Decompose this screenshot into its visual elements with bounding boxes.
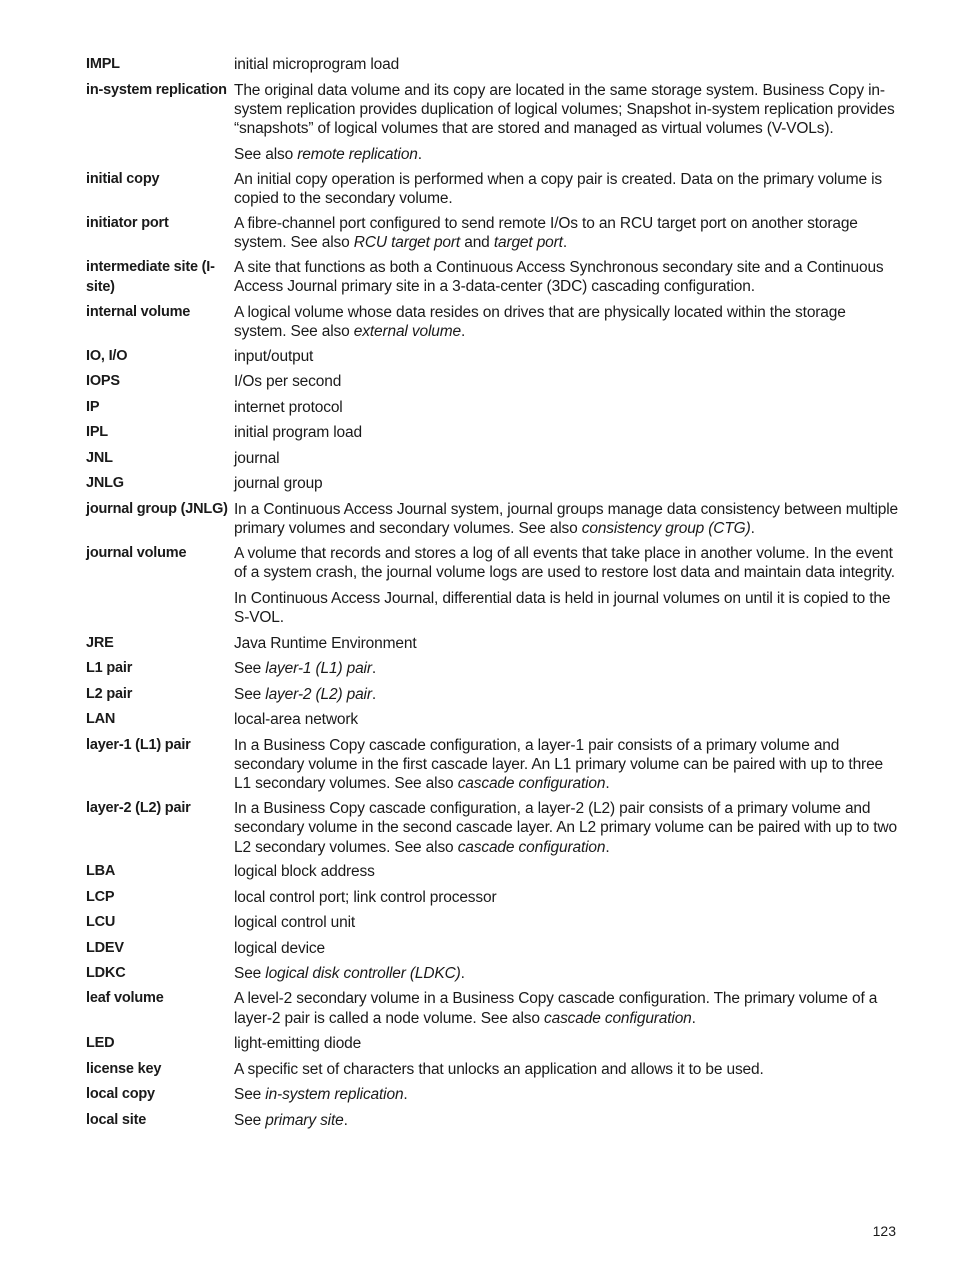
definition-text: An initial copy operation is performed when a copy pair is created. Data on the primary volume is copied to the secondary volume. [234, 170, 882, 208]
definition-text: local-area network [234, 711, 358, 729]
glossary-entry [86, 474, 898, 494]
glossary-term: local site [86, 1111, 147, 1128]
definition-paragraph [234, 799, 898, 857]
glossary-definition [234, 303, 898, 342]
definition-text: See [234, 660, 266, 678]
definition-text: initial program load [234, 424, 362, 442]
definition-text: In a Continuous Access Journal system, journal groups manage data consistency between multiple primary volumes and secondary volumes. See also [234, 500, 898, 537]
glossary-term: LED [86, 1035, 115, 1051]
glossary-entry [86, 398, 898, 418]
glossary-definition [234, 1034, 898, 1053]
glossary-definition [234, 214, 898, 253]
cross-reference: consistency group (CTG) [581, 519, 751, 537]
definition-paragraph [234, 1060, 898, 1079]
glossary-entry [86, 81, 898, 165]
glossary-term: in-system replication [86, 81, 227, 98]
definition-paragraph [234, 303, 898, 342]
definition-paragraph [234, 474, 898, 493]
glossary-definition [234, 398, 898, 417]
definition-paragraph [234, 449, 898, 468]
glossary-term: journal group (JNLG) [86, 500, 228, 517]
definition-text: See [234, 1111, 266, 1129]
definition-text: . [417, 146, 422, 164]
glossary-definition [234, 1111, 898, 1130]
glossary-term: internal volume [86, 303, 191, 320]
glossary-definition [234, 347, 898, 366]
definition-text: logical device [234, 939, 325, 957]
glossary-term: JNLG [86, 475, 124, 492]
glossary-entry [86, 1060, 898, 1080]
glossary-definition [234, 1060, 898, 1079]
glossary-term: L1 pair [86, 660, 133, 677]
glossary-term: initiator port [86, 214, 169, 231]
definition-text: . [371, 685, 377, 703]
glossary-term: layer-1 (L1) pair [86, 736, 191, 753]
definition-paragraph [234, 736, 898, 794]
definition-text: logical control unit [234, 914, 356, 932]
definition-text: logical block address [234, 863, 375, 881]
definition-text: . [562, 234, 567, 252]
glossary-entry [86, 423, 898, 443]
definition-paragraph [234, 55, 898, 74]
glossary-entry [86, 989, 898, 1028]
definition-text: A level-2 secondary volume in a Business Copy cascade configuration. The primary volume of a layer-2 pair is called a node volume. See also [234, 990, 878, 1027]
glossary-definition [234, 544, 898, 628]
definition-text: initial microprogram load [234, 56, 400, 73]
definition-text: In Continuous Access Journal, differential data is held in journal volumes on until it is copied to the S-VOL. [234, 589, 891, 627]
definition-paragraph [234, 964, 898, 983]
definition-paragraph [234, 214, 898, 253]
glossary-term: LCP [86, 888, 115, 905]
definition-text: and [460, 234, 494, 252]
cross-reference: remote replication [297, 146, 418, 164]
definition-text: . [605, 838, 610, 856]
glossary-definition [234, 862, 898, 881]
definition-text: journal group [234, 475, 323, 493]
glossary-entry [86, 372, 898, 392]
definition-paragraph [234, 989, 898, 1028]
cross-reference: logical disk controller (LDKC) [265, 965, 461, 983]
glossary-definition [234, 736, 898, 794]
definition-paragraph [234, 81, 898, 139]
definition-text: A volume that records and stores a log of all events that take place in another volume. In the event of a system crash, the journal volume logs are used to restore lost data and maintain data integrity. [234, 544, 895, 582]
definition-text: . [343, 1111, 348, 1129]
glossary-entry [86, 685, 898, 705]
glossary-term: leaf volume [86, 990, 164, 1007]
definition-text: A specific set of characters that unlocks an application and allows it to be used. [234, 1060, 764, 1078]
definition-paragraph [234, 347, 898, 366]
page-number: 123 [872, 1223, 896, 1239]
glossary-definition [234, 964, 898, 983]
definition-paragraph [234, 659, 898, 678]
definition-paragraph [234, 939, 898, 958]
definition-text: . [403, 1086, 408, 1103]
definition-text: . [371, 660, 377, 678]
glossary-definition [234, 449, 898, 468]
glossary-entry [86, 659, 898, 679]
definition-text: See [234, 685, 266, 703]
glossary-term: local copy [86, 1086, 155, 1102]
cross-reference: layer-1 (L1) pair [265, 660, 372, 678]
glossary-term: layer-2 (L2) pair [86, 800, 191, 817]
cross-reference: layer-2 (L2) pair [265, 685, 372, 703]
definition-text: I/Os per second [234, 373, 342, 391]
definition-text: Java Runtime Environment [234, 634, 417, 652]
glossary-term: IPL [86, 424, 108, 441]
glossary-definition [234, 55, 898, 74]
definition-paragraph [234, 145, 898, 164]
glossary-definition [234, 799, 898, 857]
cross-reference: primary site [265, 1111, 344, 1129]
glossary-definition [234, 474, 898, 493]
definition-text: The original data volume and its copy are located in the same storage system. Business Copy in-system replication provides duplication of logical volumes; Snapshot in-system replication provides “snapshots” of logical volumes that are stored and managed as virtual volumes (V-VOLs). [234, 81, 895, 138]
cross-reference: cascade configuration [457, 775, 606, 793]
glossary-definition [234, 888, 898, 907]
definition-paragraph [234, 1111, 898, 1130]
definition-text: . [460, 322, 466, 340]
cross-reference: cascade configuration [544, 1009, 692, 1027]
cross-reference: target port [493, 234, 563, 252]
glossary-definition [234, 423, 898, 442]
definition-text: light-emitting diode [234, 1035, 362, 1052]
glossary-term: JNL [86, 449, 113, 466]
definition-text: In a Business Copy cascade configuration, a layer-2 (L2) pair consists of a primary volume and secondary volume in the second cascade layer. An L2 primary volume can be paired with up to two L2 secondary volumes. See also [234, 800, 897, 856]
glossary-entry [86, 258, 898, 297]
definition-paragraph [234, 685, 898, 704]
glossary-definition [234, 710, 898, 729]
glossary-definition [234, 939, 898, 958]
definition-paragraph [234, 544, 898, 583]
glossary-entry [86, 55, 898, 75]
glossary-term: intermediate site (I-site) [86, 259, 215, 295]
glossary-term: IO, I/O [86, 347, 128, 364]
definition-text: . [605, 775, 610, 793]
glossary-entry [86, 913, 898, 933]
glossary-definition [234, 170, 898, 209]
definition-text: A fibre-channel port configured to send remote I/Os to an RCU target port on another storage system. See also [234, 214, 858, 252]
glossary-entry [86, 214, 898, 253]
definition-text: In a Business Copy cascade configuration, a layer-1 pair consists of a primary volume and secondary volume in the first cascade layer. An L1 primary volume can be paired with up to three L1 secondary volumes. See also [234, 736, 884, 793]
glossary-definition [234, 500, 898, 539]
glossary-entry [86, 170, 898, 209]
definition-paragraph [234, 589, 898, 628]
glossary-term: LDKC [86, 965, 126, 982]
definition-paragraph [234, 1034, 898, 1053]
glossary-entry [86, 888, 898, 908]
glossary-definition [234, 685, 898, 704]
glossary-list [86, 55, 898, 1130]
glossary-entry [86, 710, 898, 730]
glossary-entry [86, 303, 898, 342]
glossary-entry [86, 862, 898, 882]
cross-reference: RCU target port [353, 234, 461, 252]
glossary-entry [86, 347, 898, 367]
definition-paragraph [234, 634, 898, 653]
glossary-entry [86, 1034, 898, 1054]
glossary-term: JRE [86, 634, 114, 651]
glossary-entry [86, 500, 898, 539]
definition-text: A logical volume whose data resides on drives that are physically located within the storage system. See also [234, 303, 846, 340]
glossary-term: IOPS [86, 373, 120, 390]
glossary-entry [86, 939, 898, 959]
glossary-entry [86, 736, 898, 794]
cross-reference: cascade configuration [457, 838, 606, 856]
glossary-term: LBA [86, 863, 116, 880]
cross-reference: in-system replication [265, 1086, 404, 1103]
definition-paragraph [234, 710, 898, 729]
definition-text: input/output [234, 347, 314, 365]
glossary-definition [234, 989, 898, 1028]
glossary-definition [234, 634, 898, 653]
glossary-entry [86, 634, 898, 654]
glossary-term: license key [86, 1060, 162, 1077]
definition-text: . [691, 1009, 696, 1027]
glossary-definition [234, 913, 898, 932]
glossary-entry [86, 1111, 898, 1131]
glossary-entry [86, 964, 898, 984]
definition-text: . [460, 965, 465, 983]
glossary-definition [234, 372, 898, 391]
definition-paragraph [234, 913, 898, 932]
glossary-definition [234, 258, 898, 297]
definition-text: See [234, 965, 266, 983]
glossary-term: IMPL [86, 56, 120, 72]
definition-paragraph [234, 1085, 898, 1104]
definition-paragraph [234, 398, 898, 417]
glossary-term: LAN [86, 711, 116, 728]
definition-text: . [750, 519, 755, 537]
glossary-term: LDEV [86, 939, 124, 956]
glossary-term: L2 pair [86, 685, 133, 702]
definition-paragraph [234, 423, 898, 442]
definition-text: A site that functions as both a Continuous Access Synchronous secondary site and a Continuous Access Journal primary site in a 3-data-center (3DC) cascading configuration. [234, 259, 884, 296]
definition-paragraph [234, 170, 898, 209]
definition-text: internet protocol [234, 398, 343, 416]
definition-text: local control port; link control processor [234, 888, 497, 906]
glossary-term: IP [86, 398, 100, 415]
cross-reference: external volume [353, 322, 461, 340]
definition-paragraph [234, 888, 898, 907]
glossary-term: LCU [86, 914, 116, 931]
definition-paragraph [234, 500, 898, 539]
definition-paragraph [234, 258, 898, 297]
glossary-definition [234, 81, 898, 165]
glossary-entry [86, 544, 898, 628]
definition-text: See [234, 1086, 266, 1103]
definition-text: journal [234, 449, 280, 467]
glossary-entry [86, 1085, 898, 1105]
definition-text: See also [234, 146, 298, 164]
definition-paragraph [234, 372, 898, 391]
glossary-definition [234, 1085, 898, 1104]
definition-paragraph [234, 862, 898, 881]
glossary-entry [86, 799, 898, 857]
glossary-definition [234, 659, 898, 678]
glossary-term: initial copy [86, 170, 160, 187]
glossary-term: journal volume [86, 544, 187, 561]
glossary-entry [86, 449, 898, 469]
